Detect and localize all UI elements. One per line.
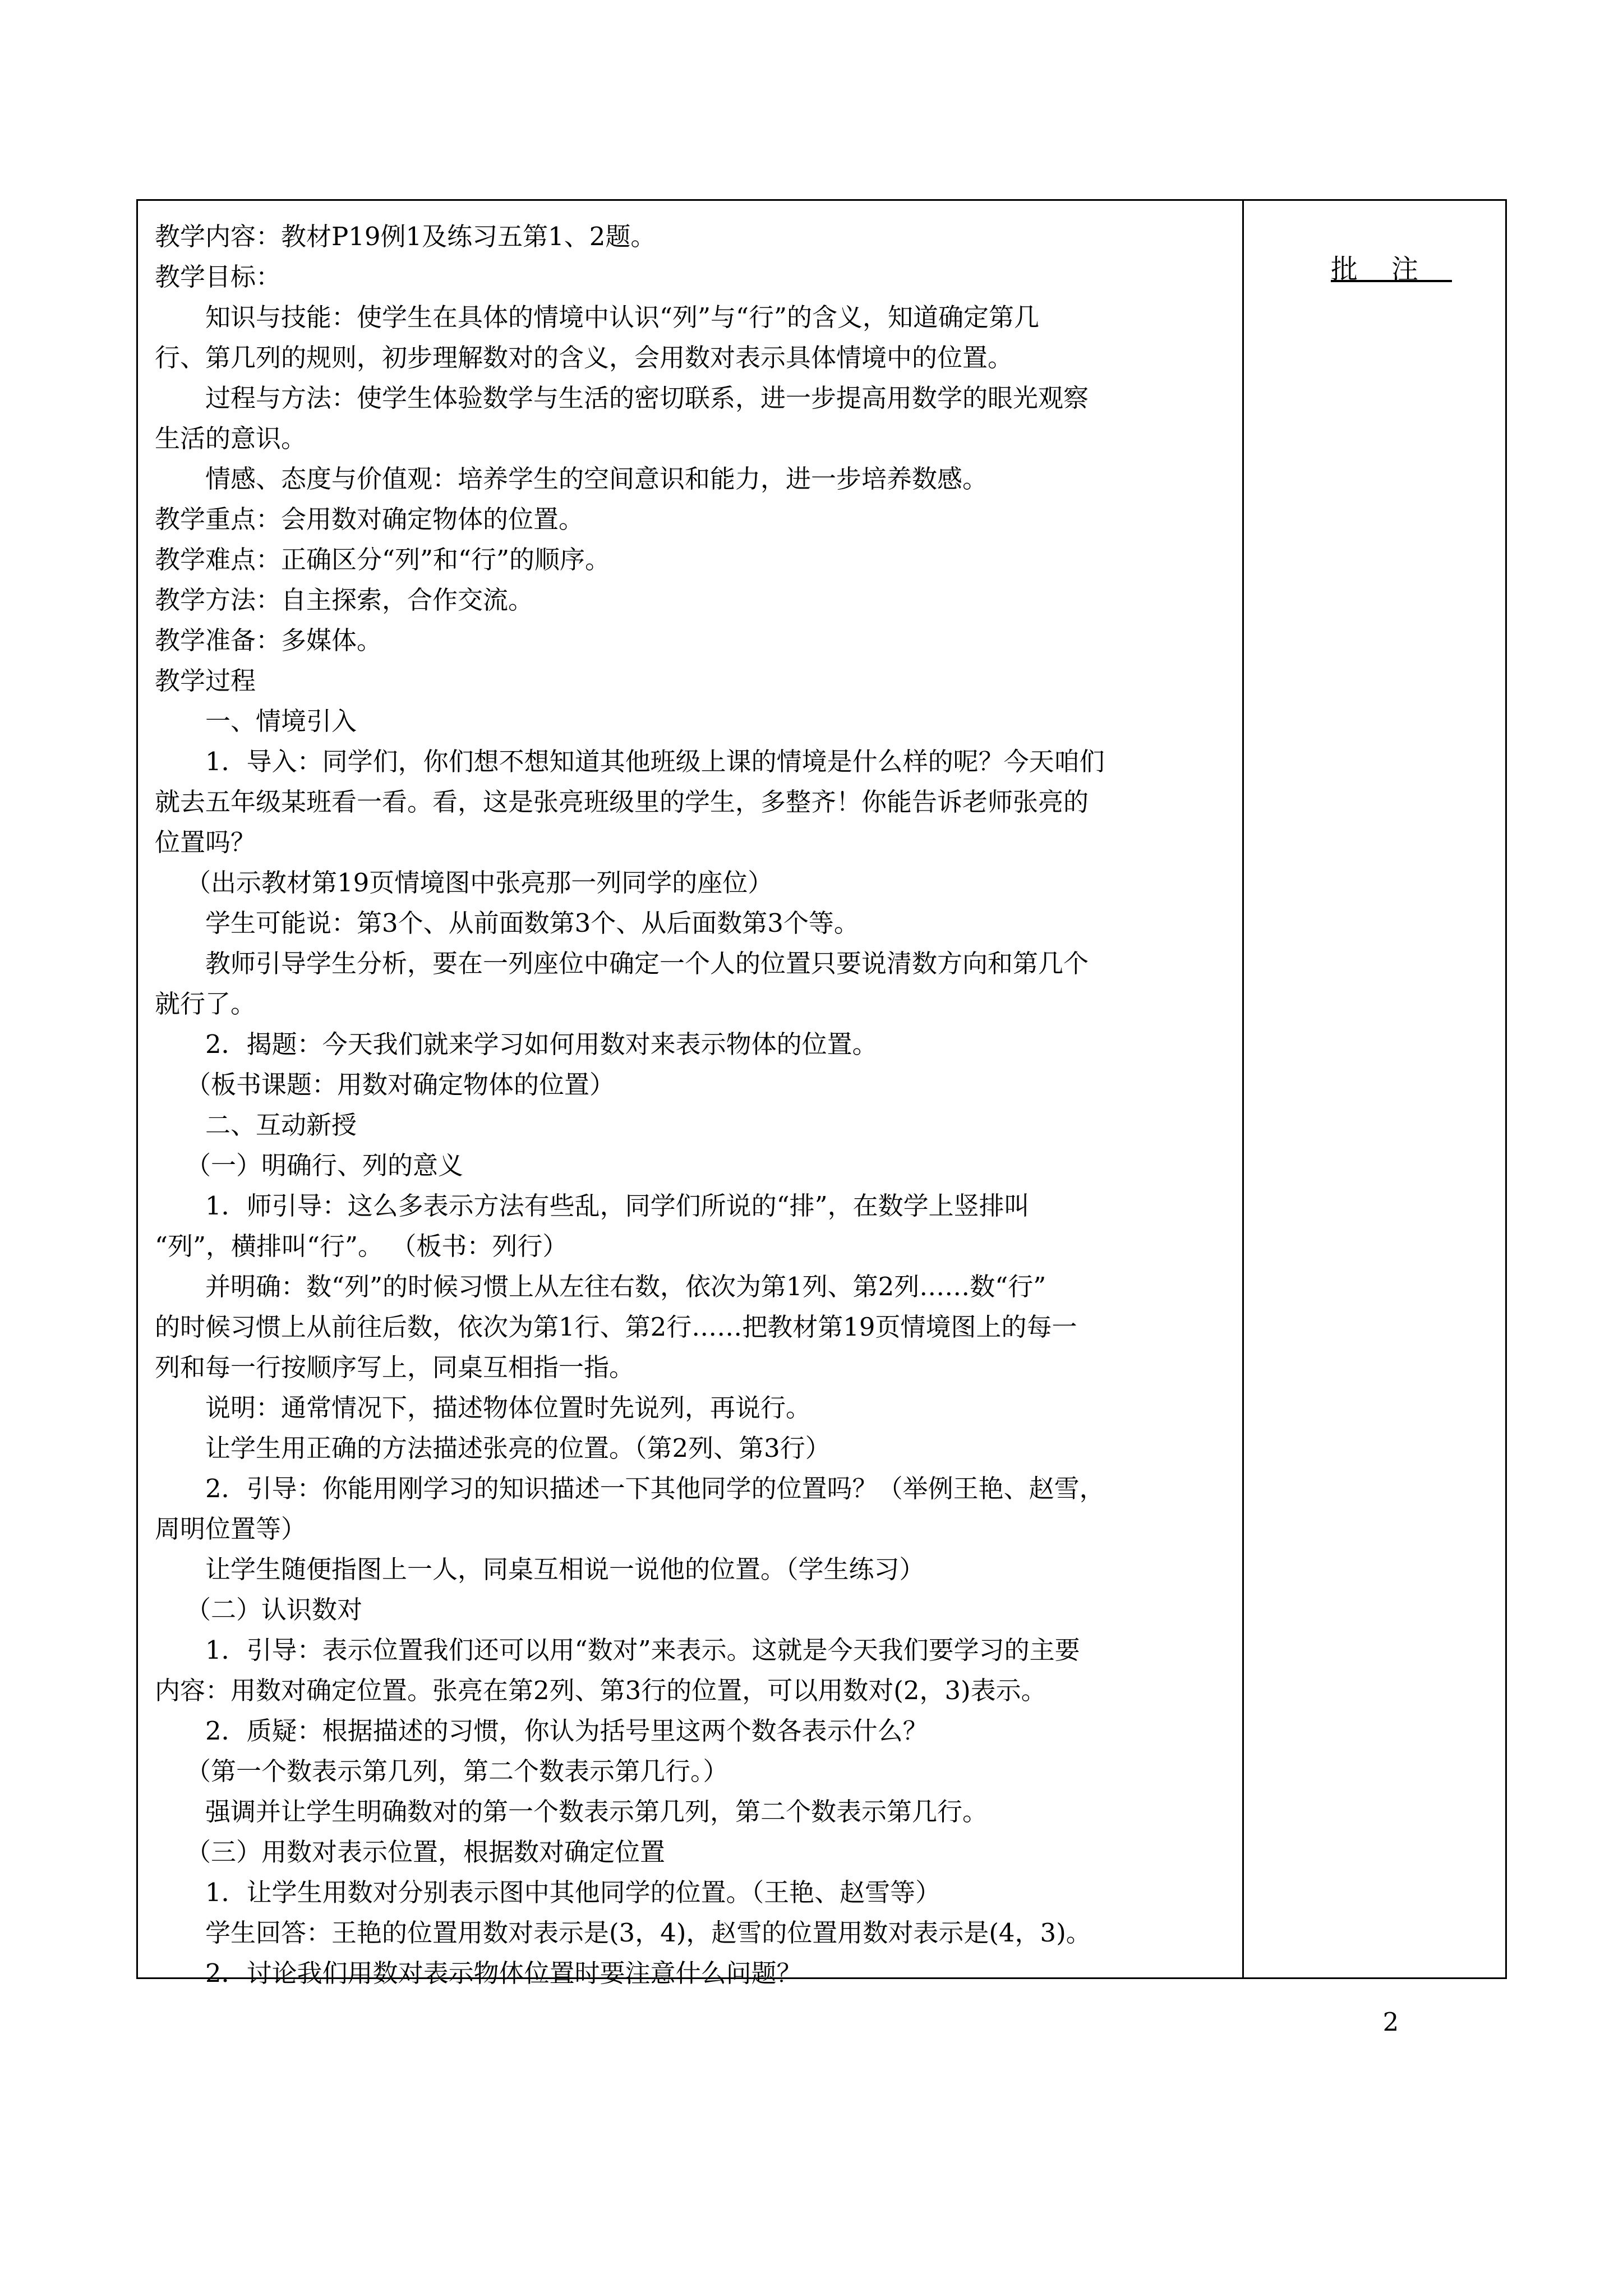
text-line: 强调并让学生明确数对的第一个数表示第几列，第二个数表示第几行。 bbox=[205, 1797, 988, 1826]
text-line: 行、第几列的规则，初步理解数对的含义，会用数对表示具体情境中的位置。 bbox=[155, 343, 1013, 372]
text-line: 让学生用正确的方法描述张亮的位置。（第2列、第3行） bbox=[205, 1433, 831, 1463]
text-line: 教学方法：自主探索，合作交流。 bbox=[155, 585, 534, 615]
notes-column-header bbox=[1244, 252, 1505, 286]
text-line: 知识与技能：使学生在具体的情境中认识“列”与“行”的含义，知道确定第几 bbox=[205, 302, 1040, 332]
text-line: 2．质疑：根据描述的习惯，你认为括号里这两个数各表示什么？ bbox=[205, 1716, 928, 1746]
text-line: 生活的意识。 bbox=[155, 424, 307, 453]
text-line: 2．引导：你能用刚学习的知识描述一下其他同学的位置吗？（举例王艳、赵雪， bbox=[205, 1474, 1105, 1503]
text-line: 学生回答：王艳的位置用数对表示是(3，4)，赵雪的位置用数对表示是(4，3)。 bbox=[205, 1918, 1091, 1948]
text-line: 1．让学生用数对分别表示图中其他同学的位置。（王艳、赵雪等） bbox=[205, 1878, 941, 1907]
text-line: （三）用数对表示位置，根据数对确定位置 bbox=[186, 1837, 666, 1867]
text-line: （第一个数表示第几列，第二个数表示第几行。） bbox=[186, 1756, 728, 1786]
lesson-content bbox=[155, 217, 1234, 1994]
text-line: （出示教材第19页情境图中张亮那一列同学的座位） bbox=[186, 868, 773, 898]
text-line: 就行了。 bbox=[155, 989, 256, 1019]
text-line: 学生可能说：第3个、从前面数第3个、从后面数第3个等。 bbox=[205, 908, 859, 938]
column-divider bbox=[1242, 201, 1244, 1977]
lesson-plan-table bbox=[136, 199, 1507, 1988]
text-line: 二、互动新授 bbox=[205, 1110, 357, 1140]
text-line: 教师引导学生分析，要在一列座位中确定一个人的位置只要说清数方向和第几个 bbox=[205, 949, 1089, 978]
text-line: 教学过程 bbox=[155, 666, 256, 696]
text-line: （板书课题：用数对确定物体的位置） bbox=[186, 1070, 615, 1099]
text-line: 一、情境引入 bbox=[205, 706, 357, 736]
text-line: 教学目标： bbox=[155, 262, 282, 292]
text-line: 教学准备：多媒体。 bbox=[155, 625, 382, 655]
text-line: 2．讨论我们用数对表示物体位置时要注意什么问题？ bbox=[205, 1958, 802, 1988]
notes-header-label: 批注 bbox=[1330, 254, 1452, 285]
text-line: 过程与方法：使学生体验数学与生活的密切联系，进一步提高用数学的眼光观察 bbox=[205, 383, 1089, 413]
text-line: 内容：用数对确定位置。张亮在第2列、第3行的位置，可以用数对(2，3)表示。 bbox=[155, 1676, 1046, 1705]
text-line: 说明：通常情况下，描述物体位置时先说列，再说行。 bbox=[205, 1393, 811, 1423]
text-line: 情感、态度与价值观：培养学生的空间意识和能力，进一步培养数感。 bbox=[205, 464, 988, 494]
text-line: 的时候习惯上从前往后数，依次为第1行、第2行……把教材第19页情境图上的每一 bbox=[155, 1312, 1077, 1342]
page-number: 2 bbox=[1382, 2007, 1399, 2037]
text-line: 1．导入：同学们，你们想不想知道其他班级上课的情境是什么样的呢？今天咱们 bbox=[205, 747, 1105, 776]
text-line: 就去五年级某班看一看。看，这是张亮班级里的学生，多整齐！你能告诉老师张亮的 bbox=[155, 787, 1089, 817]
text-line: “列”，横排叫“行”。 （板书：列行） bbox=[155, 1231, 568, 1261]
text-line: 并明确：数“列”的时候习惯上从左往右数，依次为第1列、第2列……数“行” bbox=[205, 1272, 1046, 1301]
text-line: 教学内容：教材P19例1及练习五第1、2题。 bbox=[155, 222, 656, 251]
text-line: （一）明确行、列的意义 bbox=[186, 1151, 464, 1180]
text-line: 教学重点：会用数对确定物体的位置。 bbox=[155, 504, 584, 534]
text-line: （二）认识数对 bbox=[186, 1595, 363, 1625]
text-line: 2．揭题：今天我们就来学习如何用数对来表示物体的位置。 bbox=[205, 1029, 878, 1059]
text-line: 周明位置等） bbox=[155, 1514, 307, 1544]
text-line: 列和每一行按顺序写上，同桌互相指一指。 bbox=[155, 1352, 635, 1382]
text-line: 教学难点：正确区分“列”和“行”的顺序。 bbox=[155, 545, 611, 574]
text-line: 让学生随便指图上一人，同桌互相说一说他的位置。（学生练习） bbox=[205, 1554, 925, 1584]
text-line: 1．引导：表示位置我们还可以用“数对”来表示。这就是今天我们要学习的主要 bbox=[205, 1635, 1080, 1665]
text-line: 1．师引导：这么多表示方法有些乱，同学们所说的“排”，在数学上竖排叫 bbox=[205, 1191, 1030, 1221]
text-line: 位置吗？ bbox=[155, 827, 256, 857]
